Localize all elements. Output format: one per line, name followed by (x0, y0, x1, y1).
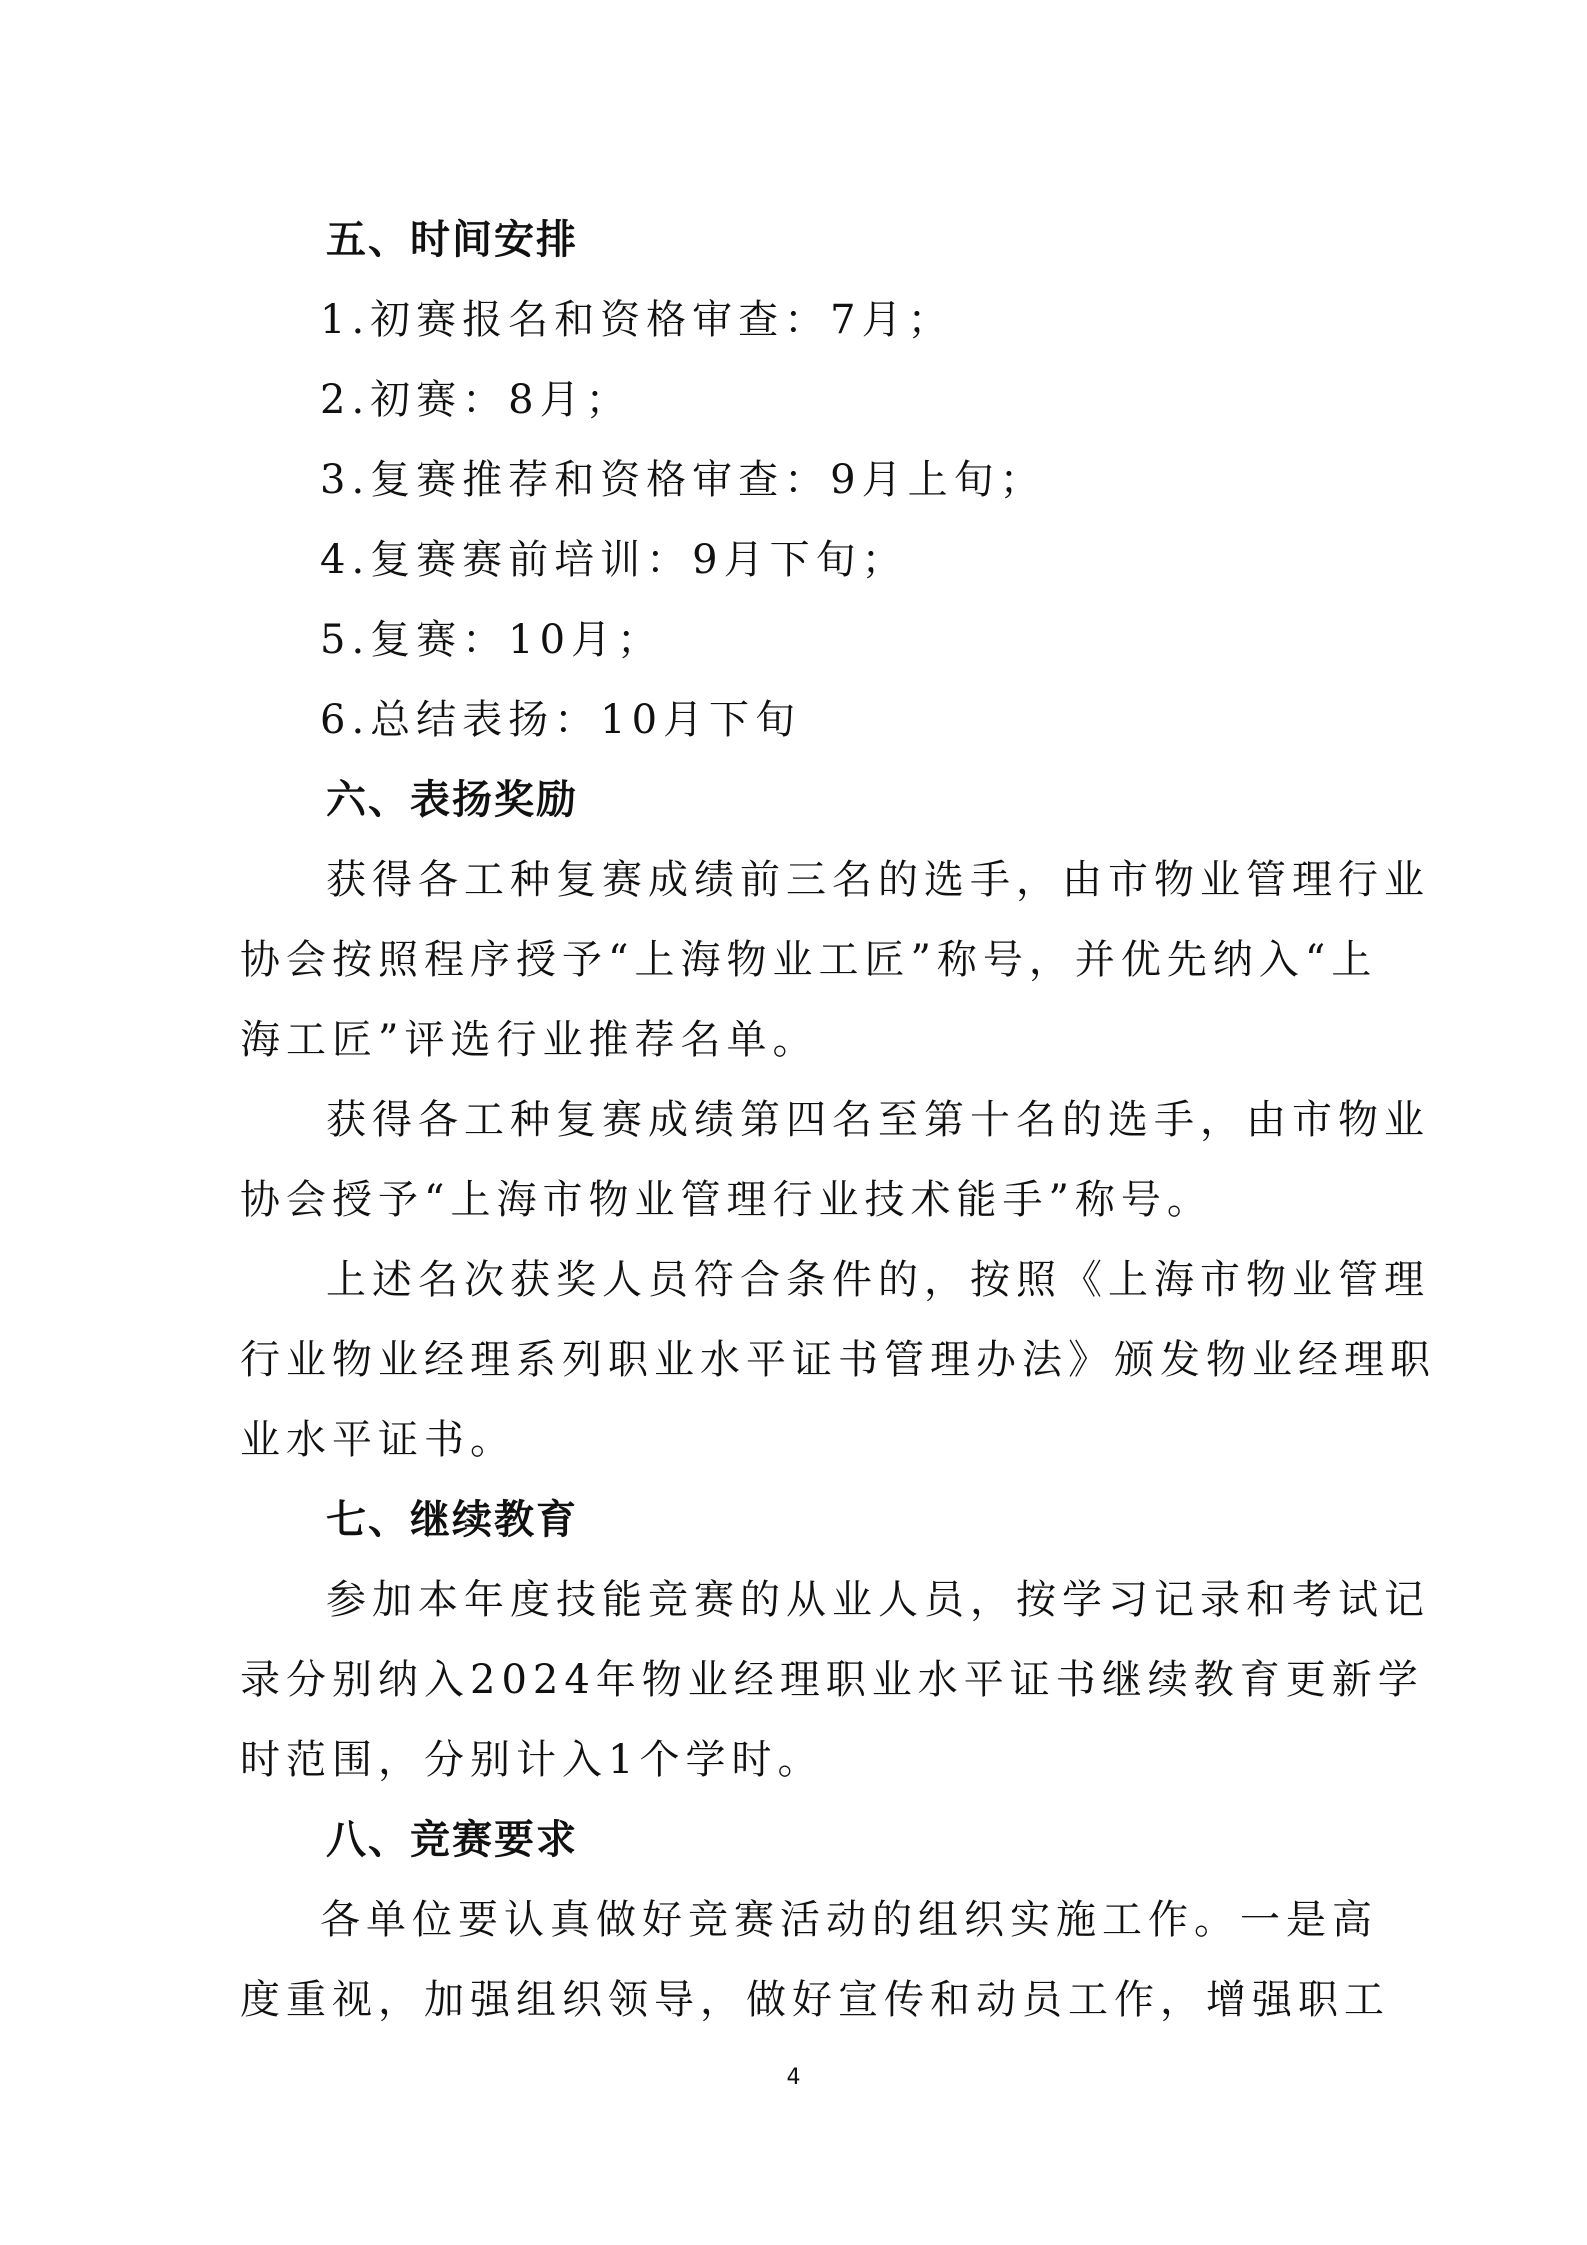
time-item-4: 4.复赛赛前培训：9月下旬； (320, 537, 908, 583)
time-item-3: 3.复赛推荐和资格审查：9月上旬； (320, 457, 1046, 503)
section-heading-time: 五、时间安排 (326, 217, 578, 263)
awards-p1-line1: 获得各工种复赛成绩前三名的选手，由市物业管理行业 (326, 857, 1430, 903)
requirements-p1-line1: 各单位要认真做好竞赛活动的组织实施工作。一是高 (320, 1897, 1378, 1943)
time-item-2: 2.初赛：8月； (320, 377, 632, 423)
awards-p2-line1: 获得各工种复赛成绩第四名至第十名的选手，由市物业 (326, 1097, 1430, 1143)
time-item-6: 6.总结表扬：10月下旬 (320, 697, 802, 743)
education-p1-line1: 参加本年度技能竞赛的从业人员，按学习记录和考试记 (326, 1577, 1430, 1623)
section-heading-awards: 六、表扬奖励 (326, 777, 578, 823)
section-heading-requirements: 八、竞赛要求 (326, 1817, 578, 1863)
awards-p1-line2: 协会按照程序授予“上海物业工匠”称号，并优先纳入“上 (240, 937, 1378, 983)
awards-p1-line3: 海工匠”评选行业推荐名单。 (240, 1017, 819, 1063)
education-p1-line2: 录分别纳入2024年物业经理职业水平证书继续教育更新学 (240, 1657, 1424, 1703)
awards-p3-line3: 业水平证书。 (240, 1417, 516, 1463)
requirements-p1-line2: 度重视，加强组织领导，做好宣传和动员工作，增强职工 (240, 1977, 1390, 2023)
time-item-1: 1.初赛报名和资格审查：7月； (320, 297, 954, 343)
awards-p3-line1: 上述名次获奖人员符合条件的，按照《上海市物业管理 (326, 1257, 1430, 1303)
time-item-5: 5.复赛：10月； (320, 617, 664, 663)
education-p1-line3: 时范围，分别计入1个学时。 (240, 1737, 824, 1783)
page-number: 4 (786, 2065, 801, 2090)
awards-p2-line2: 协会授予“上海市物业管理行业技术能手”称号。 (240, 1177, 1213, 1223)
section-heading-education: 七、继续教育 (326, 1497, 578, 1543)
awards-p3-line2: 行业物业经理系列职业水平证书管理办法》颁发物业经理职 (240, 1337, 1436, 1383)
